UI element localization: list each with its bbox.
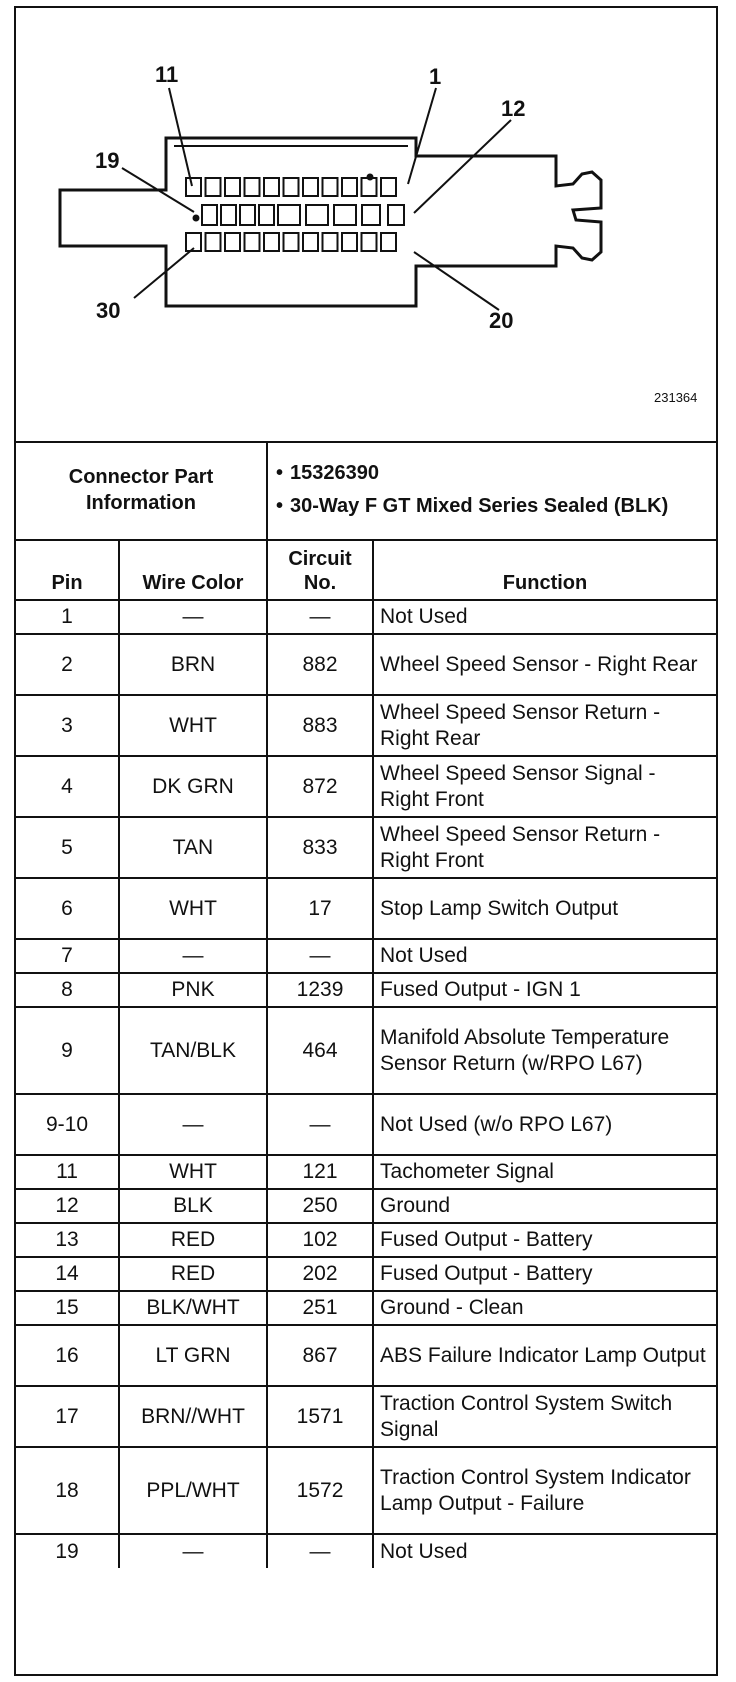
pin-cavity: [206, 233, 221, 251]
pin-cell: 9-10: [16, 1094, 119, 1155]
wire-color-cell: PPL/WHT: [119, 1447, 267, 1534]
circuit-cell: 464: [267, 1007, 373, 1094]
pin-cell: 8: [16, 973, 119, 1007]
connector-diagram: [16, 8, 716, 443]
wire-color-cell: —: [119, 1094, 267, 1155]
circuit-cell: 17: [267, 878, 373, 939]
circuit-cell: —: [267, 939, 373, 973]
pinout-table: [16, 441, 716, 1568]
wire-color-cell: TAN: [119, 817, 267, 878]
function-cell: ABS Failure Indicator Lamp Output: [373, 1325, 716, 1386]
pin-cavity: [264, 233, 279, 251]
circuit-cell: 883: [267, 695, 373, 756]
circuit-cell: 882: [267, 634, 373, 695]
table-row: [16, 939, 716, 973]
pin-cavity: [342, 178, 357, 196]
wire-color-cell: RED: [119, 1257, 267, 1291]
col-circuit: Circuit No.: [267, 540, 373, 600]
circuit-cell: 250: [267, 1189, 373, 1223]
table-row: [16, 973, 716, 1007]
callout-pin-30: 30: [96, 298, 121, 323]
pin-cell: 18: [16, 1447, 119, 1534]
wire-color-cell: LT GRN: [119, 1325, 267, 1386]
pin-cavity: [381, 233, 396, 251]
pin-cell: 17: [16, 1386, 119, 1447]
circuit-cell: —: [267, 1094, 373, 1155]
function-cell: Traction Control System Switch Signal: [373, 1386, 716, 1447]
pin-cell: 6: [16, 878, 119, 939]
pin-cavity: [388, 205, 404, 225]
table-row: [16, 878, 716, 939]
part-description: 30-Way F GT Mixed Series Sealed (BLK): [290, 495, 669, 517]
table-row: [16, 600, 716, 634]
pin-cavity: [303, 178, 318, 196]
column-header-row: [16, 540, 716, 600]
col-wire-color: Wire Color: [119, 540, 267, 600]
table-row: [16, 1447, 716, 1534]
pin-cell: 9: [16, 1007, 119, 1094]
function-cell: Ground: [373, 1189, 716, 1223]
callout-pin-12: 12: [501, 96, 526, 121]
table-row: [16, 634, 716, 695]
pin-cavity: [284, 178, 299, 196]
table-row: [16, 756, 716, 817]
pin-cavity: [323, 233, 338, 251]
wire-color-cell: RED: [119, 1223, 267, 1257]
wire-color-cell: WHT: [119, 695, 267, 756]
pin-cell: 1: [16, 600, 119, 634]
pin-cavity: [362, 178, 377, 196]
pin-cavity: [306, 205, 328, 225]
pin-cell: 4: [16, 756, 119, 817]
wire-color-cell: BRN: [119, 634, 267, 695]
pin-cell: 7: [16, 939, 119, 973]
table-row: [16, 1189, 716, 1223]
pin-cavity: [225, 233, 240, 251]
table-row: [16, 1094, 716, 1155]
pin-cell: 14: [16, 1257, 119, 1291]
pin-cavity: [362, 233, 377, 251]
circuit-cell: 251: [267, 1291, 373, 1325]
pin-cavity: [202, 205, 217, 225]
function-cell: Not Used: [373, 1534, 716, 1568]
table-row: [16, 1257, 716, 1291]
pin-cavity: [381, 178, 396, 196]
wire-color-cell: WHT: [119, 1155, 267, 1189]
callout-pin-19: 19: [95, 148, 120, 173]
circuit-cell: 102: [267, 1223, 373, 1257]
pin-cavity: [264, 178, 279, 196]
wire-color-cell: PNK: [119, 973, 267, 1007]
function-cell: Wheel Speed Sensor Signal - Right Front: [373, 756, 716, 817]
pin-cavity: [245, 178, 260, 196]
pin-cavity: [186, 178, 201, 196]
circuit-cell: 833: [267, 817, 373, 878]
wire-color-cell: WHT: [119, 878, 267, 939]
pin-cell: 2: [16, 634, 119, 695]
connector-part-info: • 15326390 • 30-Way F GT Mixed Series Sealed (BLK): [267, 441, 716, 540]
circuit-cell: 202: [267, 1257, 373, 1291]
col-function: Function: [373, 540, 716, 600]
pin-cell: 15: [16, 1291, 119, 1325]
pin-cavity: [323, 178, 338, 196]
table-row: [16, 1386, 716, 1447]
pin-cell: 13: [16, 1223, 119, 1257]
circuit-cell: 867: [267, 1325, 373, 1386]
callout-pin-11: 11: [155, 62, 179, 87]
function-cell: Traction Control System Indicator Lamp Output - Failure: [373, 1447, 716, 1534]
function-cell: Not Used (w/o RPO L67): [373, 1094, 716, 1155]
table-row: [16, 1534, 716, 1568]
function-cell: Manifold Absolute Temperature Sensor Return (w/RPO L67): [373, 1007, 716, 1094]
pin-cell: 19: [16, 1534, 119, 1568]
pin-cavity: [334, 205, 356, 225]
function-cell: Wheel Speed Sensor Return - Right Rear: [373, 695, 716, 756]
circuit-cell: 1571: [267, 1386, 373, 1447]
connector-info-row: [16, 441, 716, 540]
circuit-cell: 121: [267, 1155, 373, 1189]
pin-cell: 3: [16, 695, 119, 756]
wire-color-cell: —: [119, 1534, 267, 1568]
table-row: [16, 1155, 716, 1189]
circuit-cell: 1572: [267, 1447, 373, 1534]
pin-cell: 5: [16, 817, 119, 878]
connector-drawing: [16, 8, 716, 441]
function-cell: Wheel Speed Sensor - Right Rear: [373, 634, 716, 695]
function-cell: Fused Output - Battery: [373, 1257, 716, 1291]
figure-id: 231364: [654, 390, 698, 405]
circuit-cell: 1239: [267, 973, 373, 1007]
pin-cell: 11: [16, 1155, 119, 1189]
function-cell: Wheel Speed Sensor Return - Right Front: [373, 817, 716, 878]
wire-color-cell: —: [119, 600, 267, 634]
pin-cavity: [259, 205, 274, 225]
callout-pin-20: 20: [489, 308, 514, 333]
function-cell: Tachometer Signal: [373, 1155, 716, 1189]
circuit-cell: —: [267, 600, 373, 634]
circuit-cell: 872: [267, 756, 373, 817]
pin-cell: 12: [16, 1189, 119, 1223]
wire-color-cell: BLK/WHT: [119, 1291, 267, 1325]
function-cell: Stop Lamp Switch Output: [373, 878, 716, 939]
part-number: 15326390: [290, 462, 379, 484]
function-cell: Not Used: [373, 600, 716, 634]
wire-color-cell: BRN//WHT: [119, 1386, 267, 1447]
function-cell: Ground - Clean: [373, 1291, 716, 1325]
wire-color-cell: DK GRN: [119, 756, 267, 817]
connector-part-label: Connector Part Information: [16, 441, 267, 540]
table-row: [16, 1223, 716, 1257]
col-pin: Pin: [16, 540, 119, 600]
pin-cavity: [303, 233, 318, 251]
pin-cavity: [245, 233, 260, 251]
pin-cavity: [342, 233, 357, 251]
pin-cavity: [278, 205, 300, 225]
connector-sheet: [14, 6, 718, 1676]
wire-color-cell: TAN/BLK: [119, 1007, 267, 1094]
wire-color-cell: —: [119, 939, 267, 973]
table-row: [16, 1007, 716, 1094]
function-cell: Not Used: [373, 939, 716, 973]
pin-cavity: [240, 205, 255, 225]
pin-cavity: [284, 233, 299, 251]
table-row: [16, 817, 716, 878]
wire-color-cell: BLK: [119, 1189, 267, 1223]
pin-cavity: [225, 178, 240, 196]
pin-cell: 16: [16, 1325, 119, 1386]
pin-cavity: [221, 205, 236, 225]
circuit-cell: —: [267, 1534, 373, 1568]
table-row: [16, 1291, 716, 1325]
pin-cavity: [206, 178, 221, 196]
table-row: [16, 695, 716, 756]
function-cell: Fused Output - Battery: [373, 1223, 716, 1257]
callout-pin-1: 1: [429, 64, 442, 89]
function-cell: Fused Output - IGN 1: [373, 973, 716, 1007]
table-row: [16, 1325, 716, 1386]
pin-cavity: [362, 205, 380, 225]
